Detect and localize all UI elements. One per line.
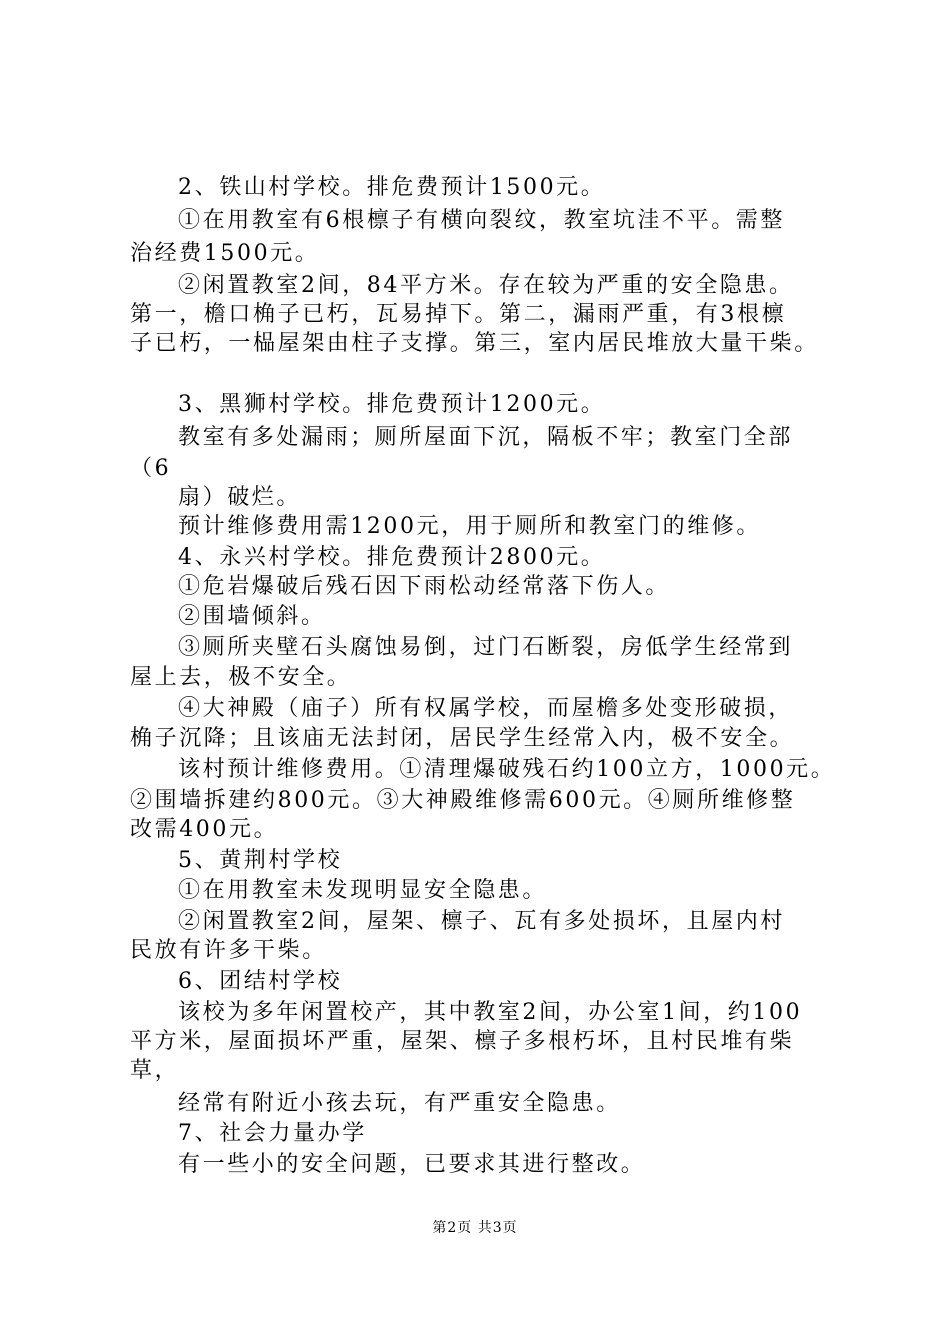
page-footer: 第2页 共3页 [432, 1220, 518, 1236]
text-line: ③厕所夹壁石头腐蚀易倒，过门石断裂，房低学生经常到 [178, 635, 794, 660]
text-line: 5、黄荆村学校 [178, 848, 343, 873]
text-line: ④大神殿（庙子）所有权属学校，而屋檐多处变形破损， [178, 696, 794, 721]
text-line: 该校为多年闲置校产，其中教室2间，办公室1间，约100 [178, 1000, 803, 1025]
text-line: 子已朽，一榀屋架由柱子支撑。第三，室内居民堆放大量干柴。 [130, 331, 819, 356]
text-line: ②围墙拆建约800元。③大神殿维修需600元。④厕所维修整 [130, 788, 796, 813]
text-line: （6 [130, 456, 172, 481]
text-line: ②围墙倾斜。 [178, 604, 326, 629]
text-line: 该村预计维修费用。①清理爆破残石约100立方，1000元。 [178, 757, 836, 782]
text-line: 3、黑狮村学校。排危费预计1200元。 [178, 392, 606, 417]
text-line: 7、社会力量办学 [178, 1121, 367, 1146]
text-line: 改需400元。 [130, 817, 279, 842]
text-line: 治经费1500元。 [130, 241, 320, 266]
text-line: 2、铁山村学校。排危费预计1500元。 [178, 175, 606, 200]
text-line: 有一些小的安全问题，已要求其进行整改。 [178, 1152, 646, 1177]
text-line: ②闲置教室2间，屋架、檩子、瓦有多处损坏，且屋内村 [178, 909, 785, 934]
text-line: 6、团结村学校 [178, 969, 343, 994]
text-line: 第一，檐口桷子已朽，瓦易掉下。第二，漏雨严重，有3根檩 [130, 302, 787, 327]
text-line: 4、永兴村学校。排危费预计2800元。 [178, 545, 606, 570]
text-line: 经常有附近小孩去玩，有严重安全隐患。 [178, 1091, 621, 1116]
text-line: ②闲置教室2间，84平方米。存在较为严重的安全隐患。 [178, 273, 794, 298]
text-line: 平方米，屋面损坏严重，屋架、檩子多根朽坏，且村民堆有柴 [130, 1029, 795, 1054]
text-line: 民放有许多干柴。 [130, 938, 327, 963]
text-line: 屋上去，极不安全。 [130, 665, 352, 690]
text-line: 扇）破烂。 [178, 485, 302, 510]
text-line: 教室有多处漏雨；厕所屋面下沉，隔板不牢；教室门全部 [178, 425, 794, 450]
text-line: 桷子沉降；且该庙无法封闭，居民学生经常入内，极不安全。 [130, 726, 795, 751]
text-line: ①在用教室未发现明显安全隐患。 [178, 878, 548, 903]
text-line: 预计维修费用需1200元，用于厕所和教室门的维修。 [178, 514, 761, 539]
text-line: ①在用教室有6根檩子有横向裂纹，教室坑洼不平。需整 [178, 208, 785, 233]
text-line: ①危岩爆破后残石因下雨松动经常落下伤人。 [178, 574, 671, 599]
text-line: 草， [130, 1058, 180, 1083]
